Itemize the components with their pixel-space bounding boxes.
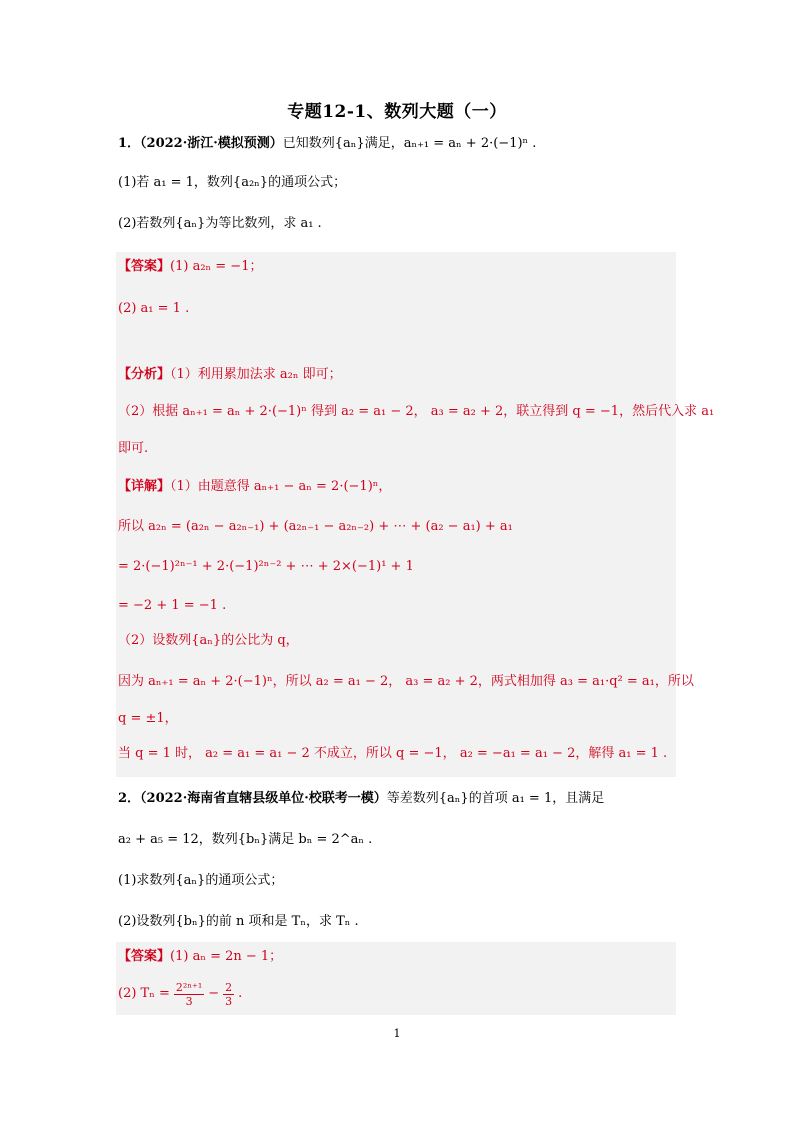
q1-header: [118, 135, 536, 153]
q1-source: （2022·浙江·模拟预测）: [140, 136, 283, 151]
q1-answer-1: [118, 258, 262, 276]
q2-answer-tag: 【答案】: [118, 949, 171, 964]
q1-answer-tag: 【答案】: [118, 259, 171, 274]
fraction-1-den: 3: [185, 994, 193, 1008]
fraction-1: [174, 981, 204, 1008]
q1-analysis-3: 即可.: [118, 441, 149, 456]
minus-sign: −: [208, 986, 220, 1001]
q2-line2: a₂ + a₅ = 12，数列{bₙ}满足 bₙ = 2^aₙ .: [118, 832, 373, 847]
q2-answer-1: [118, 948, 282, 966]
q1-analysis-1: [118, 366, 342, 384]
q1-detail-tag: 【详解】: [118, 479, 171, 494]
q1-analysis-2: （2）根据 aₙ₊₁ = aₙ + 2·(−1)ⁿ 得到 a₂ = a₁ − 2， a₃ = a₂ + 2，联立得到 q = −1，然后代入求 a₁: [118, 404, 715, 419]
q1-detail-5: （2）设数列{aₙ}的公比为 q，: [118, 633, 299, 648]
q1-number: 1．: [118, 136, 141, 151]
q1-detail-4: = −2 + 1 = −1 .: [118, 598, 227, 613]
q2-header: [118, 790, 604, 808]
page-title: 专题12-1、数列大题（一）: [287, 102, 507, 122]
q1-analysis-1-text: （1）利用累加法求 a₂ₙ 即可；: [170, 367, 342, 382]
q1-answer-2: (2) a₁ = 1 .: [118, 301, 190, 316]
q1-answer-block: [116, 252, 676, 777]
q1-detail-2: 所以 a₂ₙ = (a₂ₙ − a₂ₙ₋₁) + (a₂ₙ₋₁ − a₂ₙ₋₂) + ⋯ + (a₂ − a₁) + a₁: [118, 519, 513, 534]
q1-part2: (2)若数列{aₙ}为等比数列，求 a₁ .: [118, 216, 322, 231]
q1-detail-1: [118, 478, 391, 496]
q1-answer-1-text: (1) a₂ₙ = −1；: [170, 259, 263, 274]
page-number: 1: [393, 1027, 401, 1040]
q1-analysis-tag: 【分析】: [118, 367, 171, 382]
q2-answer-1-text: (1) aₙ = 2n − 1；: [170, 949, 283, 964]
q1-detail-1-text: （1）由题意得 aₙ₊₁ − aₙ = 2·(−1)ⁿ，: [170, 479, 392, 494]
q1-detail-7: q = ±1，: [118, 711, 178, 726]
q1-detail-3: = 2·(−1)²ⁿ⁻¹ + 2·(−1)²ⁿ⁻² + ⋯ + 2×(−1)¹ + 1: [118, 559, 414, 574]
q2-statement: 等差数列{aₙ}的首项 a₁ = 1，且满足: [386, 791, 605, 806]
q1-statement: 已知数列{aₙ}满足，aₙ₊₁ = aₙ + 2·(−1)ⁿ .: [282, 136, 537, 151]
q2-answer-2-lhs: (2) Tₙ =: [118, 986, 170, 1001]
q2-source: （2022·海南省直辖县级单位·校联考一模）: [140, 791, 387, 806]
fraction-2-num: 2: [225, 980, 233, 994]
q2-part1: (1)求数列{aₙ}的通项公式；: [118, 873, 284, 888]
q1-part1: (1)若 a₁ = 1，数列{a₂ₙ}的通项公式；: [118, 175, 347, 190]
q1-detail-6: 因为 aₙ₊₁ = aₙ + 2·(−1)ⁿ，所以 a₂ = a₁ − 2， a₃ = a₂ + 2，两式相加得 a₃ = a₁·q² = a₁，所以: [118, 674, 694, 689]
q2-answer-2: [118, 976, 242, 1012]
fraction-2: [223, 981, 234, 1008]
fraction-1-num: 2²ⁿ⁺¹: [175, 980, 203, 994]
q1-detail-8: 当 q = 1 时， a₂ = a₁ = a₁ − 2 不成立，所以 q = −1， a₂ = −a₁ = a₁ − 2，解得 a₁ = 1 .: [118, 746, 668, 761]
answer-period: .: [238, 986, 243, 1001]
fraction-2-den: 3: [225, 994, 233, 1008]
q2-number: 2．: [118, 791, 141, 806]
q2-part2: (2)设数列{bₙ}的前 n 项和是 Tₙ，求 Tₙ .: [118, 914, 359, 929]
